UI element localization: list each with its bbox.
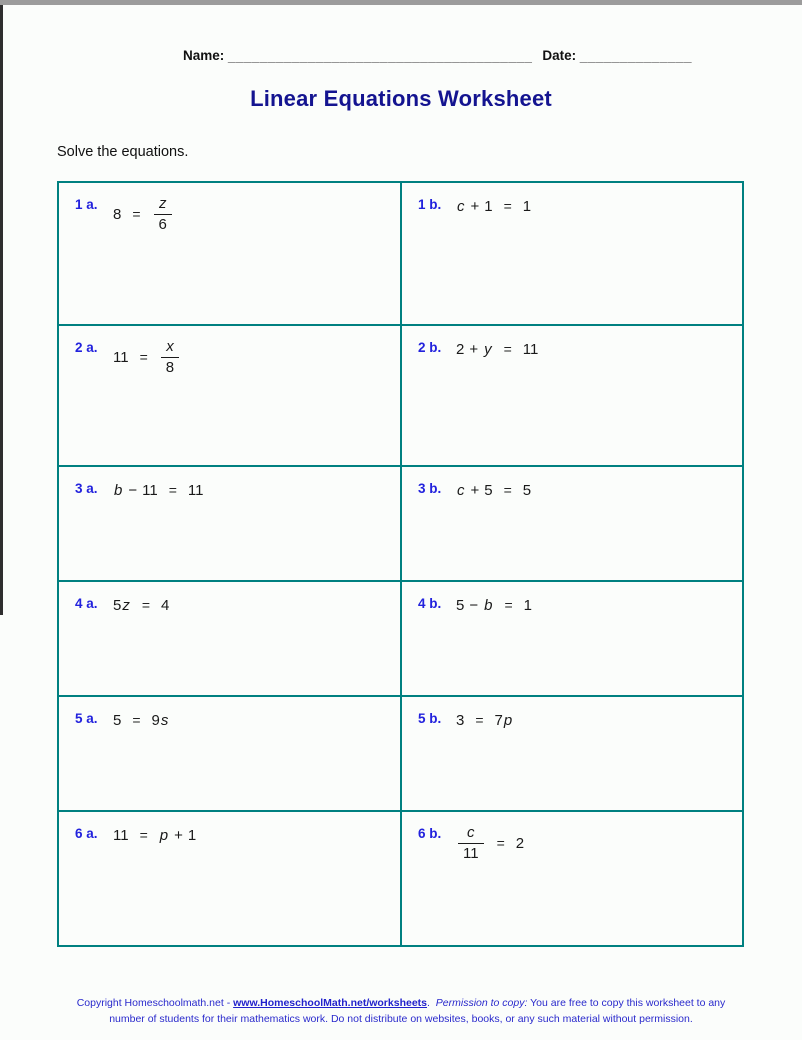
problem-label: 1 b. (418, 197, 442, 212)
equation-number: 11 (522, 340, 539, 358)
equation-number: 11 (113, 826, 129, 844)
problem-cell-1b (402, 183, 742, 324)
equation-number: 1 (522, 197, 532, 215)
equation-number: 5 (456, 596, 465, 614)
problem-label: 6 b. (418, 826, 442, 841)
problem-cell-6a (59, 812, 402, 945)
footer-permission-italic: Permission to copy: (435, 997, 528, 1009)
equation-number: 5 (522, 481, 532, 499)
equation-variable: z (122, 596, 130, 614)
equals-sign: = (168, 482, 177, 498)
problem-row (59, 467, 742, 582)
footer-link[interactable]: www.HomeschoolMath.net/worksheets (233, 997, 428, 1009)
problem-label: 4 a. (75, 596, 98, 611)
problem-label: 5 b. (418, 711, 442, 726)
equation-number: 9 (151, 711, 160, 729)
instruction-text: Solve the equations. (57, 144, 189, 160)
equation-variable: p (503, 711, 513, 729)
equals-sign: = (503, 482, 512, 498)
problem-cell-6b (402, 812, 742, 945)
footer-text-line2: number of students for their mathematics work. Do not distribute on websites, books, or any such material without permission. (109, 1013, 693, 1026)
problem-label: 3 b. (418, 481, 442, 496)
fraction (154, 195, 172, 234)
equation (456, 594, 532, 616)
equation-variable: s (160, 711, 169, 729)
equation-variable: b (114, 481, 123, 499)
fraction (458, 824, 484, 863)
equals-sign: = (132, 712, 141, 728)
equation (456, 479, 531, 501)
fraction-numerator: c (467, 824, 475, 841)
equation-number: 8 (113, 205, 122, 223)
page-title: Linear Equations Worksheet (250, 86, 552, 111)
name-field-label: Name: (183, 48, 229, 63)
problem-label: 1 a. (75, 197, 98, 212)
equals-sign: = (504, 597, 513, 613)
equation-variable: c (457, 481, 465, 499)
equation (113, 338, 181, 377)
equation-number: 11 (142, 481, 158, 499)
name-blank-line: ______________________________________ (228, 48, 533, 63)
problem-label: 5 a. (75, 711, 98, 726)
fraction-denominator: 8 (165, 359, 175, 377)
equation-variable: b (484, 596, 493, 614)
equation-variable: y (484, 340, 492, 358)
page-top-edge (0, 0, 802, 5)
footer-text-pre: Copyright Homeschoolmath.net - (76, 997, 234, 1009)
equals-sign: = (475, 712, 484, 728)
problem-row (59, 582, 742, 697)
problem-cell-4b (402, 582, 742, 695)
operator: + (469, 340, 479, 358)
equation-number: 1 (523, 596, 532, 614)
equation-number: 1 (187, 826, 197, 844)
name-date-row (168, 33, 692, 78)
equals-sign: = (139, 827, 148, 843)
equation (113, 824, 196, 846)
problem-cell-5a (59, 697, 402, 810)
equation-variable: c (457, 197, 465, 215)
fraction (161, 338, 179, 377)
fraction-numerator: z (158, 195, 167, 212)
equals-sign: = (496, 835, 505, 852)
problem-label: 4 b. (418, 596, 442, 611)
footer-copyright (0, 995, 802, 1028)
problem-cell-2a (59, 326, 402, 465)
operator: + (174, 826, 183, 844)
fraction-denominator: 6 (158, 216, 167, 234)
equation-number: 5 (113, 596, 122, 614)
footer-text-mid: . (427, 997, 436, 1009)
problem-row (59, 812, 742, 945)
problems-table (57, 181, 744, 947)
equation (456, 709, 513, 731)
problem-cell-1a (59, 183, 402, 324)
problem-cell-4a (59, 582, 402, 695)
problem-row (59, 183, 742, 326)
operator: − (128, 481, 138, 499)
equation (456, 824, 524, 863)
problem-cell-2b (402, 326, 742, 465)
equation-number: 2 (515, 834, 525, 852)
equation (113, 195, 174, 234)
equals-sign: = (139, 349, 148, 366)
problem-cell-5b (402, 697, 742, 810)
equation (113, 594, 169, 616)
fraction-bar (154, 214, 172, 215)
operator: − (469, 596, 479, 614)
operator: + (470, 197, 480, 215)
fraction-numerator: x (166, 338, 174, 355)
equation-number: 1 (484, 197, 493, 215)
fraction-bar (458, 843, 484, 844)
problem-label: 3 a. (75, 481, 98, 496)
date-field-label: Date: (542, 48, 580, 63)
fraction-denominator: 11 (463, 845, 479, 863)
equation-variable: p (159, 826, 169, 844)
equation-number: 11 (187, 481, 204, 499)
equation (456, 338, 538, 360)
problem-label: 2 b. (418, 340, 442, 355)
equation-number: 2 (456, 340, 465, 358)
equation (113, 479, 203, 501)
equation-number: 7 (494, 711, 503, 729)
equation-number: 11 (113, 348, 129, 366)
problem-row (59, 326, 742, 467)
equation-number: 3 (456, 711, 465, 729)
equals-sign: = (503, 198, 512, 214)
equation-number: 5 (113, 711, 122, 729)
equation (456, 195, 531, 217)
operator: + (470, 481, 480, 499)
equals-sign: = (503, 341, 512, 357)
problem-label: 6 a. (75, 826, 98, 841)
problem-row (59, 697, 742, 812)
date-blank-line: ______________ (579, 48, 692, 63)
footer-text-post: You are free to copy this worksheet to any (527, 997, 726, 1009)
problem-cell-3a (59, 467, 402, 580)
equals-sign: = (132, 206, 141, 223)
equation-number: 4 (161, 596, 170, 614)
fraction-bar (161, 357, 179, 358)
problem-cell-3b (402, 467, 742, 580)
equation-number: 5 (484, 481, 493, 499)
equals-sign: = (141, 597, 151, 613)
equation (113, 709, 169, 731)
problem-label: 2 a. (75, 340, 98, 355)
